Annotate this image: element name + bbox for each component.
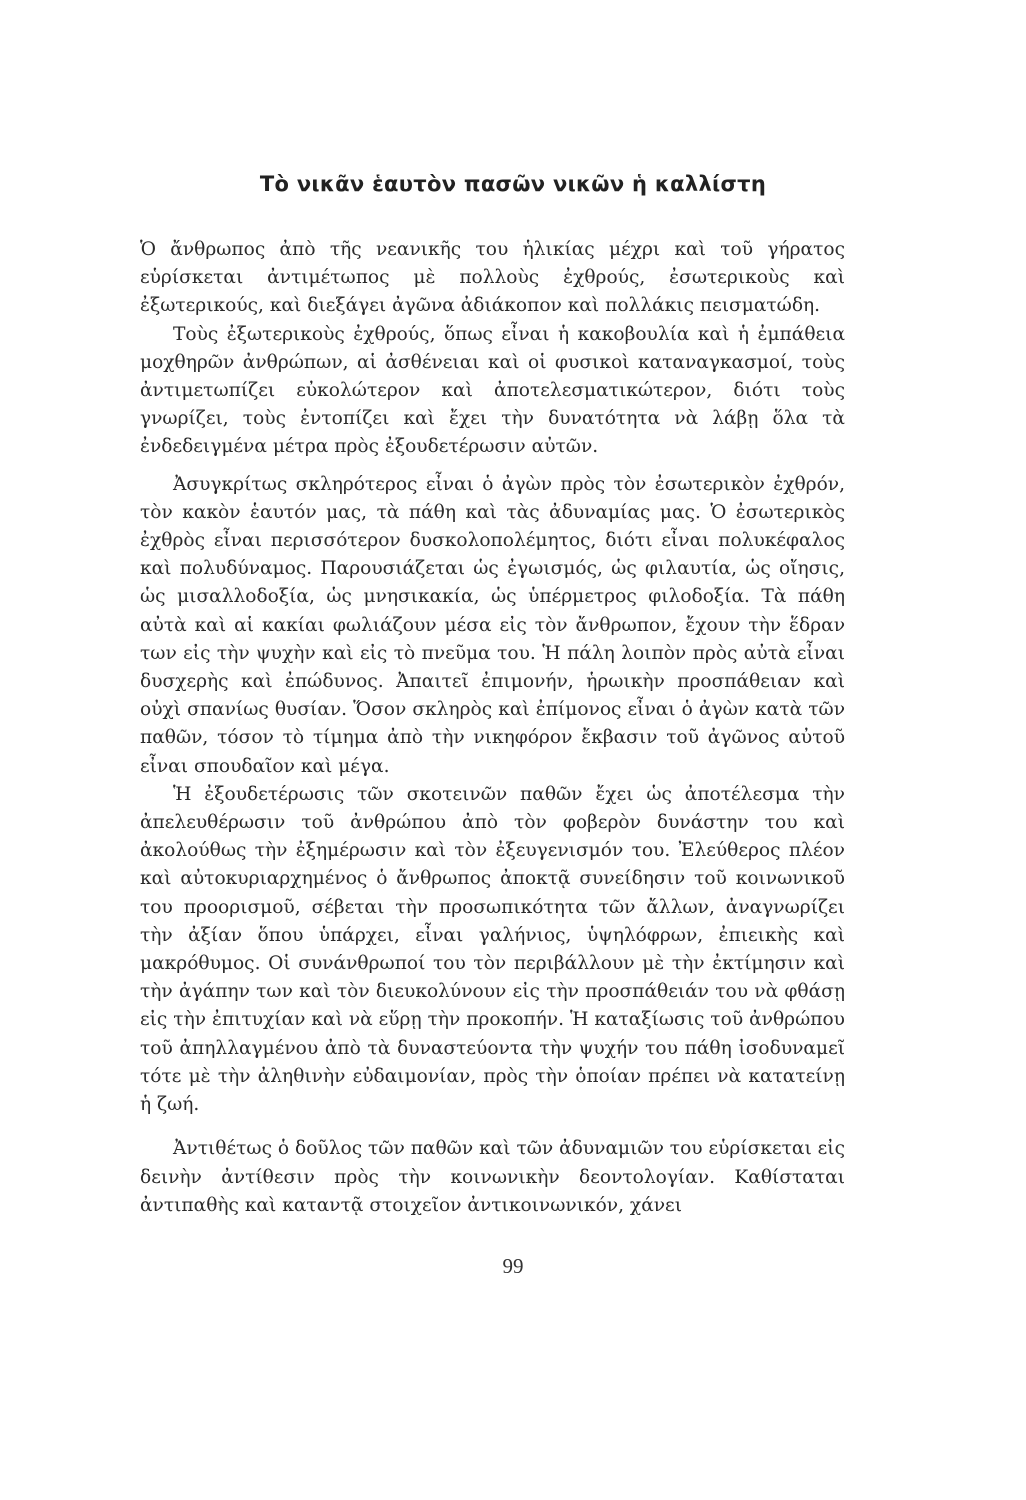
- page-number: 99: [502, 1254, 524, 1278]
- chapter-title: Τὸ νικᾶν ἑαυτὸν πασῶν νικῶν ἡ καλλίστη: [259, 172, 767, 196]
- paragraph-1: Ὁ ἄνθρωπος ἀπὸ τῆς νεανικῆς του ἡλικίας μέχρι καὶ τοῦ γήρατος εὑρίσκεται ἀντιμέτωπος μὲ πολλοὺς ἐχθρούς, ἐσωτερικοὺς καὶ ἐξωτερικούς, καὶ διεξάγει ἀγῶνα ἀδιάκοπον καὶ πολλάκις πεισματώδη.: [140, 239, 845, 317]
- paragraph-3: Ἀσυγκρίτως σκληρότερος εἶναι ὁ ἀγὼν πρὸς τὸν ἐσωτερικὸν ἐχθρόν, τὸν κακὸν ἑαυτόν μας, τὰ πάθη καὶ τὰς ἀδυναμίας μας. Ὁ ἐσωτερικὸς ἐχθρὸς εἶναι περισσότερον δυσκολοπολέμητος, διότι εἶναι πολυκέφαλος καὶ πολυδύναμος. Παρουσιάζεται ὡς ἐγωισμός, ὡς φιλαυτία, ὡς οἴησις, ὡς μισαλλοδοξία, ὡς μνησικακία, ὡς ὑπέρμετρος φιλοδοξία. Τὰ πάθη αὐτὰ καὶ αἱ κακίαι φωλιάζουν μέσα εἰς τὸν ἄνθρωπον, ἔχουν τὴν ἕδραν των εἰς τὴν ψυχὴν καὶ εἰς τὸ πνεῦμα του. Ἡ πάλη λοιπὸν πρὸς αὐτὰ εἶναι δυσχερὴς καὶ ἐπώδυνος. Ἀπαιτεῖ ἐπιμονήν, ἡρωικὴν προσπάθειαν καὶ οὐχὶ σπανίως θυσίαν. Ὅσον σκληρὸς καὶ ἐπίμονος εἶναι ὁ ἀγὼν κατὰ τῶν παθῶν, τόσον τὸ τίμημα ἀπὸ τὴν νικηφόρον ἔκβασιν τοῦ ἀγῶνος αὐτοῦ εἶναι σπουδαῖον καὶ μέγα.: [140, 473, 845, 777]
- paragraph-5: Ἀντιθέτως ὁ δοῦλος τῶν παθῶν καὶ τῶν ἀδυναμιῶν του εὑρίσκεται εἰς δεινὴν ἀντίθεσιν πρὸς τὴν κοινωνικὴν δεοντολογίαν. Καθίσταται ἀντιπαθὴς καὶ καταντᾷ στοιχεῖον ἀντικοινωνικόν, χάνει: [140, 1138, 845, 1216]
- paragraph-4: Ἡ ἐξουδετέρωσις τῶν σκοτεινῶν παθῶν ἔχει ὡς ἀποτέλεσμα τὴν ἀπελευθέρωσιν τοῦ ἀνθρώπου ἀπὸ τὸν φοβερὸν δυνάστην του καὶ ἀκολούθως τὴν ἐξημέρωσιν καὶ τὸν ἐξευγενισμόν του. Ἐλεύθερος πλέον καὶ αὐτοκυριαρχημένος ὁ ἄνθρωπος ἀποκτᾷ συνείδησιν τοῦ κοινωνικοῦ του προορισμοῦ, σέβεται τὴν προσωπικότητα τῶν ἄλλων, ἀναγνωρίζει τὴν ἀξίαν ὅπου ὑπάρχει, εἶναι γαλήνιος, ὑψηλόφρων, ἐπιεικὴς καὶ μακρόθυμος. Οἱ συνάνθρωποί του τὸν περιβάλλουν μὲ τὴν ἐκτίμησιν καὶ τὴν ἀγάπην των καὶ τὸν διευκολύνουν εἰς τὴν προσπάθειάν του νὰ φθάσῃ εἰς τὴν ἐπιτυχίαν καὶ νὰ εὕρῃ τὴν προκοπήν. Ἡ καταξίωσις τοῦ ἀνθρώπου τοῦ ἀπηλλαγμένου ἀπὸ τὰ δυναστεύοντα τὴν ψυχήν του πάθη ἰσοδυναμεῖ τότε μὲ τὴν ἀληθινὴν εὐδαιμονίαν, πρὸς τὴν ὁποίαν πρέπει νὰ κατατείνῃ ἡ ζωή.: [140, 783, 845, 1116]
- paragraph-2: Τοὺς ἐξωτερικοὺς ἐχθρούς, ὅπως εἶναι ἡ κακοβουλία καὶ ἡ ἐμπάθεια μοχθηρῶν ἀνθρώπων, αἱ ἀσθένειαι καὶ οἱ φυσικοὶ καταναγκασμοί, τοὺς ἀντιμετωπίζει εὐκολώτερον καὶ ἀποτελεσματικώτερον, διότι τοὺς γνωρίζει, τοὺς ἐντοπίζει καὶ ἔχει τὴν δυνατότητα νὰ λάβῃ ὅλα τὰ ἐνδεδειγμένα μέτρα πρὸς ἐξουδετέρωσιν αὐτῶν.: [140, 323, 845, 458]
- body-text: [140, 236, 845, 1220]
